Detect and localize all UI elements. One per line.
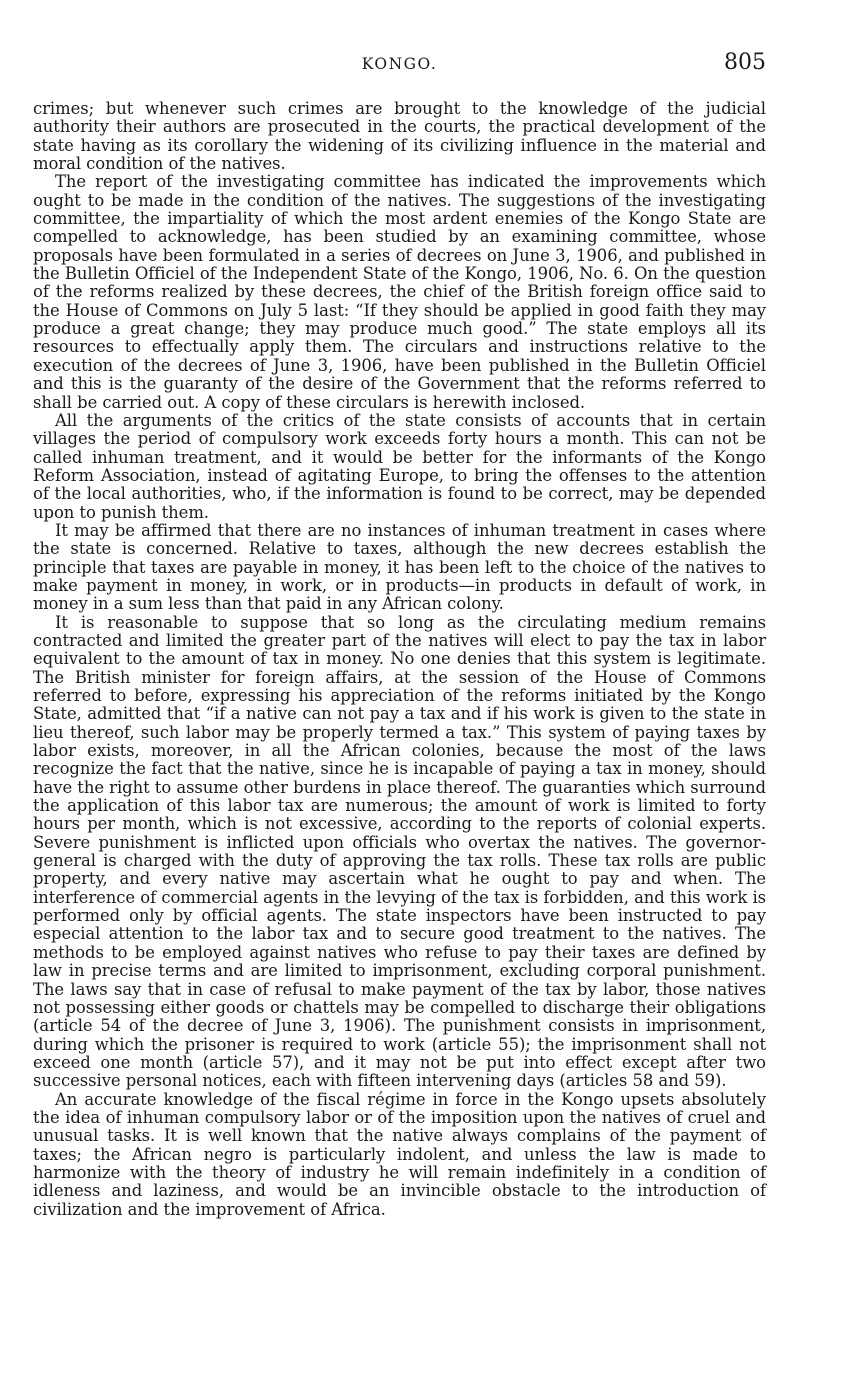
body-text	[33, 100, 766, 1219]
paragraph: crimes; but whenever such crimes are brought to the knowledge of the judicial authority their authors are prosecuted in the courts, the practical development of the state having as its corollary the widening of its civilizing influence in the material and moral condition of the natives.	[33, 99, 766, 174]
document-page	[33, 50, 766, 1219]
paragraph: The report of the investigating committee has indicated the improvements which ought to be made in the condition of the natives. The suggestions of the investigating committee, the impartiality of which the most ardent enemies of the Kongo State are compelled to acknowledge, has been studied by an examining committee, whose proposals have been formulated in a series of decrees on June 3, 1906, and published in the Bulletin Officiel of the Independent State of the Kongo, 1906, No. 6. On the question of the reforms realized by these decrees, the chief of the British foreign office said to the House of Commons on July 5 last: “If they should be applied in good faith they may produce a great change; they may produce much good.” The state employs all its resources to effectually apply them. The circulars and instructions relative to the execution of the decrees of June 3, 1906, have been published in the Bulletin Officiel and this is the guaranty of the desire of the Government that the reforms referred to shall be carried out. A copy of these circulars is herewith inclosed.	[33, 172, 766, 412]
paragraph: All the arguments of the critics of the state consists of accounts that in certain villages the period of compulsory work exceeds forty hours a month. This can not be called inhuman treatment, and it would be better for the informants of the Kongo Reform Association, instead of agitating Europe, to bring the offenses to the attention of the local authorities, who, if the information is found to be correct, may be depended upon to punish them.	[33, 410, 766, 522]
paragraph: It is reasonable to suppose that so long as the circulating medium remains contracted and limited the greater part of the natives will elect to pay the tax in labor equivalent to the amount of tax in money. No one denies that this system is legitimate. The British minister for foreign affairs, at the session of the House of Commons referred to before, expressing his appreciation of the reforms initiated by the Kongo State, admitted that “if a native can not pay a tax and if his work is given to the state in lieu thereof, such labor may be properly termed a tax.” This system of paying taxes by labor exists, moreover, in all the African colonies, because the most of the laws recognize the fact that the native, since he is incapable of paying a tax in money, should have the right to assume other burdens in place thereof. The guaranties which surround the application of this labor tax are numerous; the amount of work is limited to forty hours per month, which is not excessive, according to the reports of colonial experts. Severe punishment is inflicted upon officials who overtax the natives. The governor-general is charged with the duty of approving the tax rolls. These tax rolls are public property, and every native may ascertain what he ought to pay and when. The interference of commercial agents in the levying of the tax is forbidden, and this work is performed only by official agents. The state inspectors have been instructed to pay especial attention to the labor tax and to secure good treatment to the natives. The methods to be employed against natives who refuse to pay their taxes are defined by law in precise terms and are limited to imprisonment, excluding corporal punishment. The laws say that in case of refusal to make payment of the tax by labor, those natives not possessing either goods or chattels may be compelled to discharge their obligations (article 54 of the decree of June 3, 1906). The punishment consists in imprisonment, during which the prisoner is required to work (article 55); the imprisonment shall not exceed one month (article 57), and it may not be put into effect except after two successive personal notices, each with fifteen intervening days (articles 58 and 59).	[33, 612, 766, 1091]
page-header	[33, 50, 766, 80]
paragraph: An accurate knowledge of the fiscal régime in force in the Kongo upsets absolutely the idea of inhuman compulsory labor or of the imposition upon the natives of cruel and unusual tasks. It is well known that the native always complains of the payment of taxes; the African negro is particularly indolent, and unless the law is made to harmonize with the theory of industry he will remain indefinitely in a condition of idleness and laziness, and would be an invincible obstacle to the introduction of civilization and the improvement of Africa.	[33, 1089, 766, 1219]
page-number: 805	[724, 50, 766, 75]
running-title: KONGO.	[361, 55, 438, 73]
paragraph: It may be affirmed that there are no instances of inhuman treatment in cases where the state is concerned. Relative to taxes, although the new decrees establish the principle that taxes are payable in money, it has been left to the choice of the natives to make payment in money, in work, or in products—in products in default of work, in money in a sum less than that paid in any African colony.	[33, 520, 766, 614]
